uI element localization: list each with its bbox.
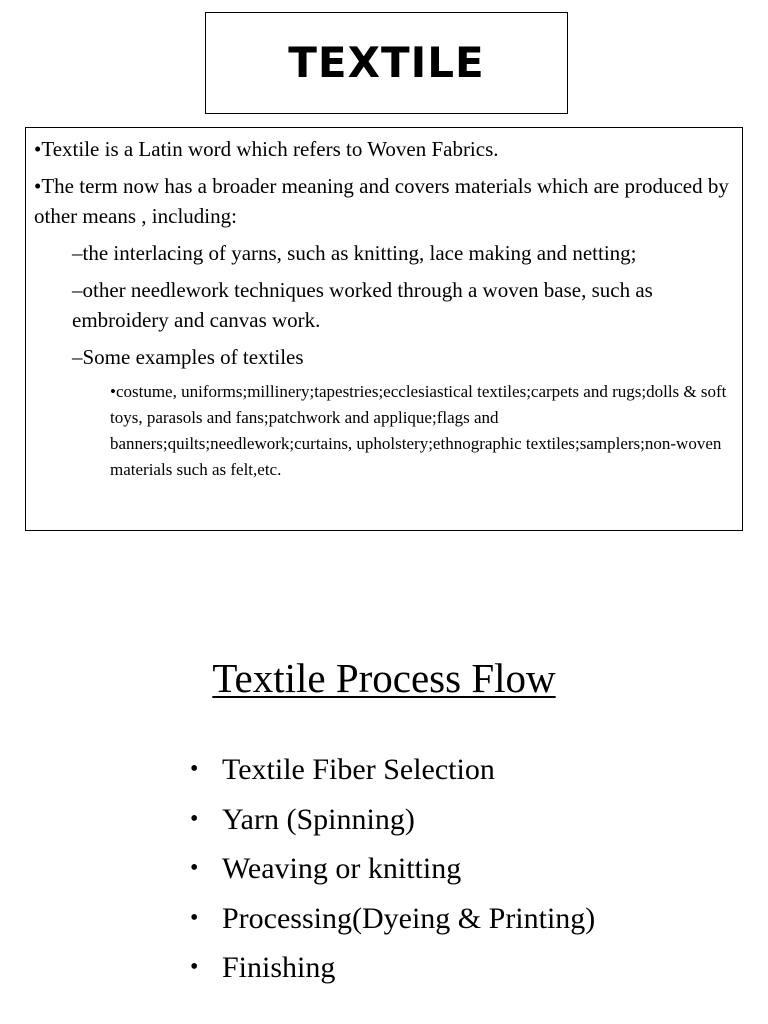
process-step: Processing(Dyeing & Printing) — [222, 901, 596, 935]
textile-examples: •costume, uniforms;millinery;tapestries;ecclesiastical textiles;carpets and rugs;dolls & soft toys, parasols and fans;patchwork and applique;flags and banners;quilts;needlework;curtains, upholstery;ethnographic textiles;samplers;non-woven materials such as felt,etc. — [110, 382, 727, 479]
page-title: TEXTILE — [288, 37, 485, 87]
process-step: Yarn (Spinning) — [222, 802, 415, 836]
bullet-icon: • — [190, 756, 199, 782]
list-item — [190, 894, 595, 944]
definition-paragraph: •Textile is a Latin word which refers to Woven Fabrics. — [34, 137, 499, 161]
definition-sub-point: –the interlacing of yarns, such as knitting, lace making and netting; — [72, 241, 637, 265]
bullet-icon: • — [190, 855, 199, 881]
list-item — [190, 745, 595, 795]
process-step: Finishing — [222, 951, 336, 984]
process-step: Textile Fiber Selection — [222, 753, 495, 786]
bullet-icon: • — [190, 805, 199, 832]
definition-paragraph: •The term now has a broader meaning and covers materials which are produced by other means , including: — [34, 174, 729, 228]
list-item — [190, 795, 595, 845]
bullet-icon: • — [190, 904, 199, 931]
definition-box — [25, 127, 743, 531]
title-box — [205, 12, 568, 114]
process-step: Weaving or knitting — [222, 852, 462, 885]
list-item — [190, 844, 595, 894]
definition-sub-point: –Some examples of textiles — [72, 345, 304, 369]
process-flow-list — [190, 745, 595, 993]
process-flow-heading: Textile Process Flow — [212, 655, 556, 701]
bullet-icon: • — [190, 954, 199, 980]
definition-sub-point: –other needlework techniques worked through a woven base, such as embroidery and canvas work. — [72, 278, 653, 332]
list-item — [190, 943, 595, 993]
